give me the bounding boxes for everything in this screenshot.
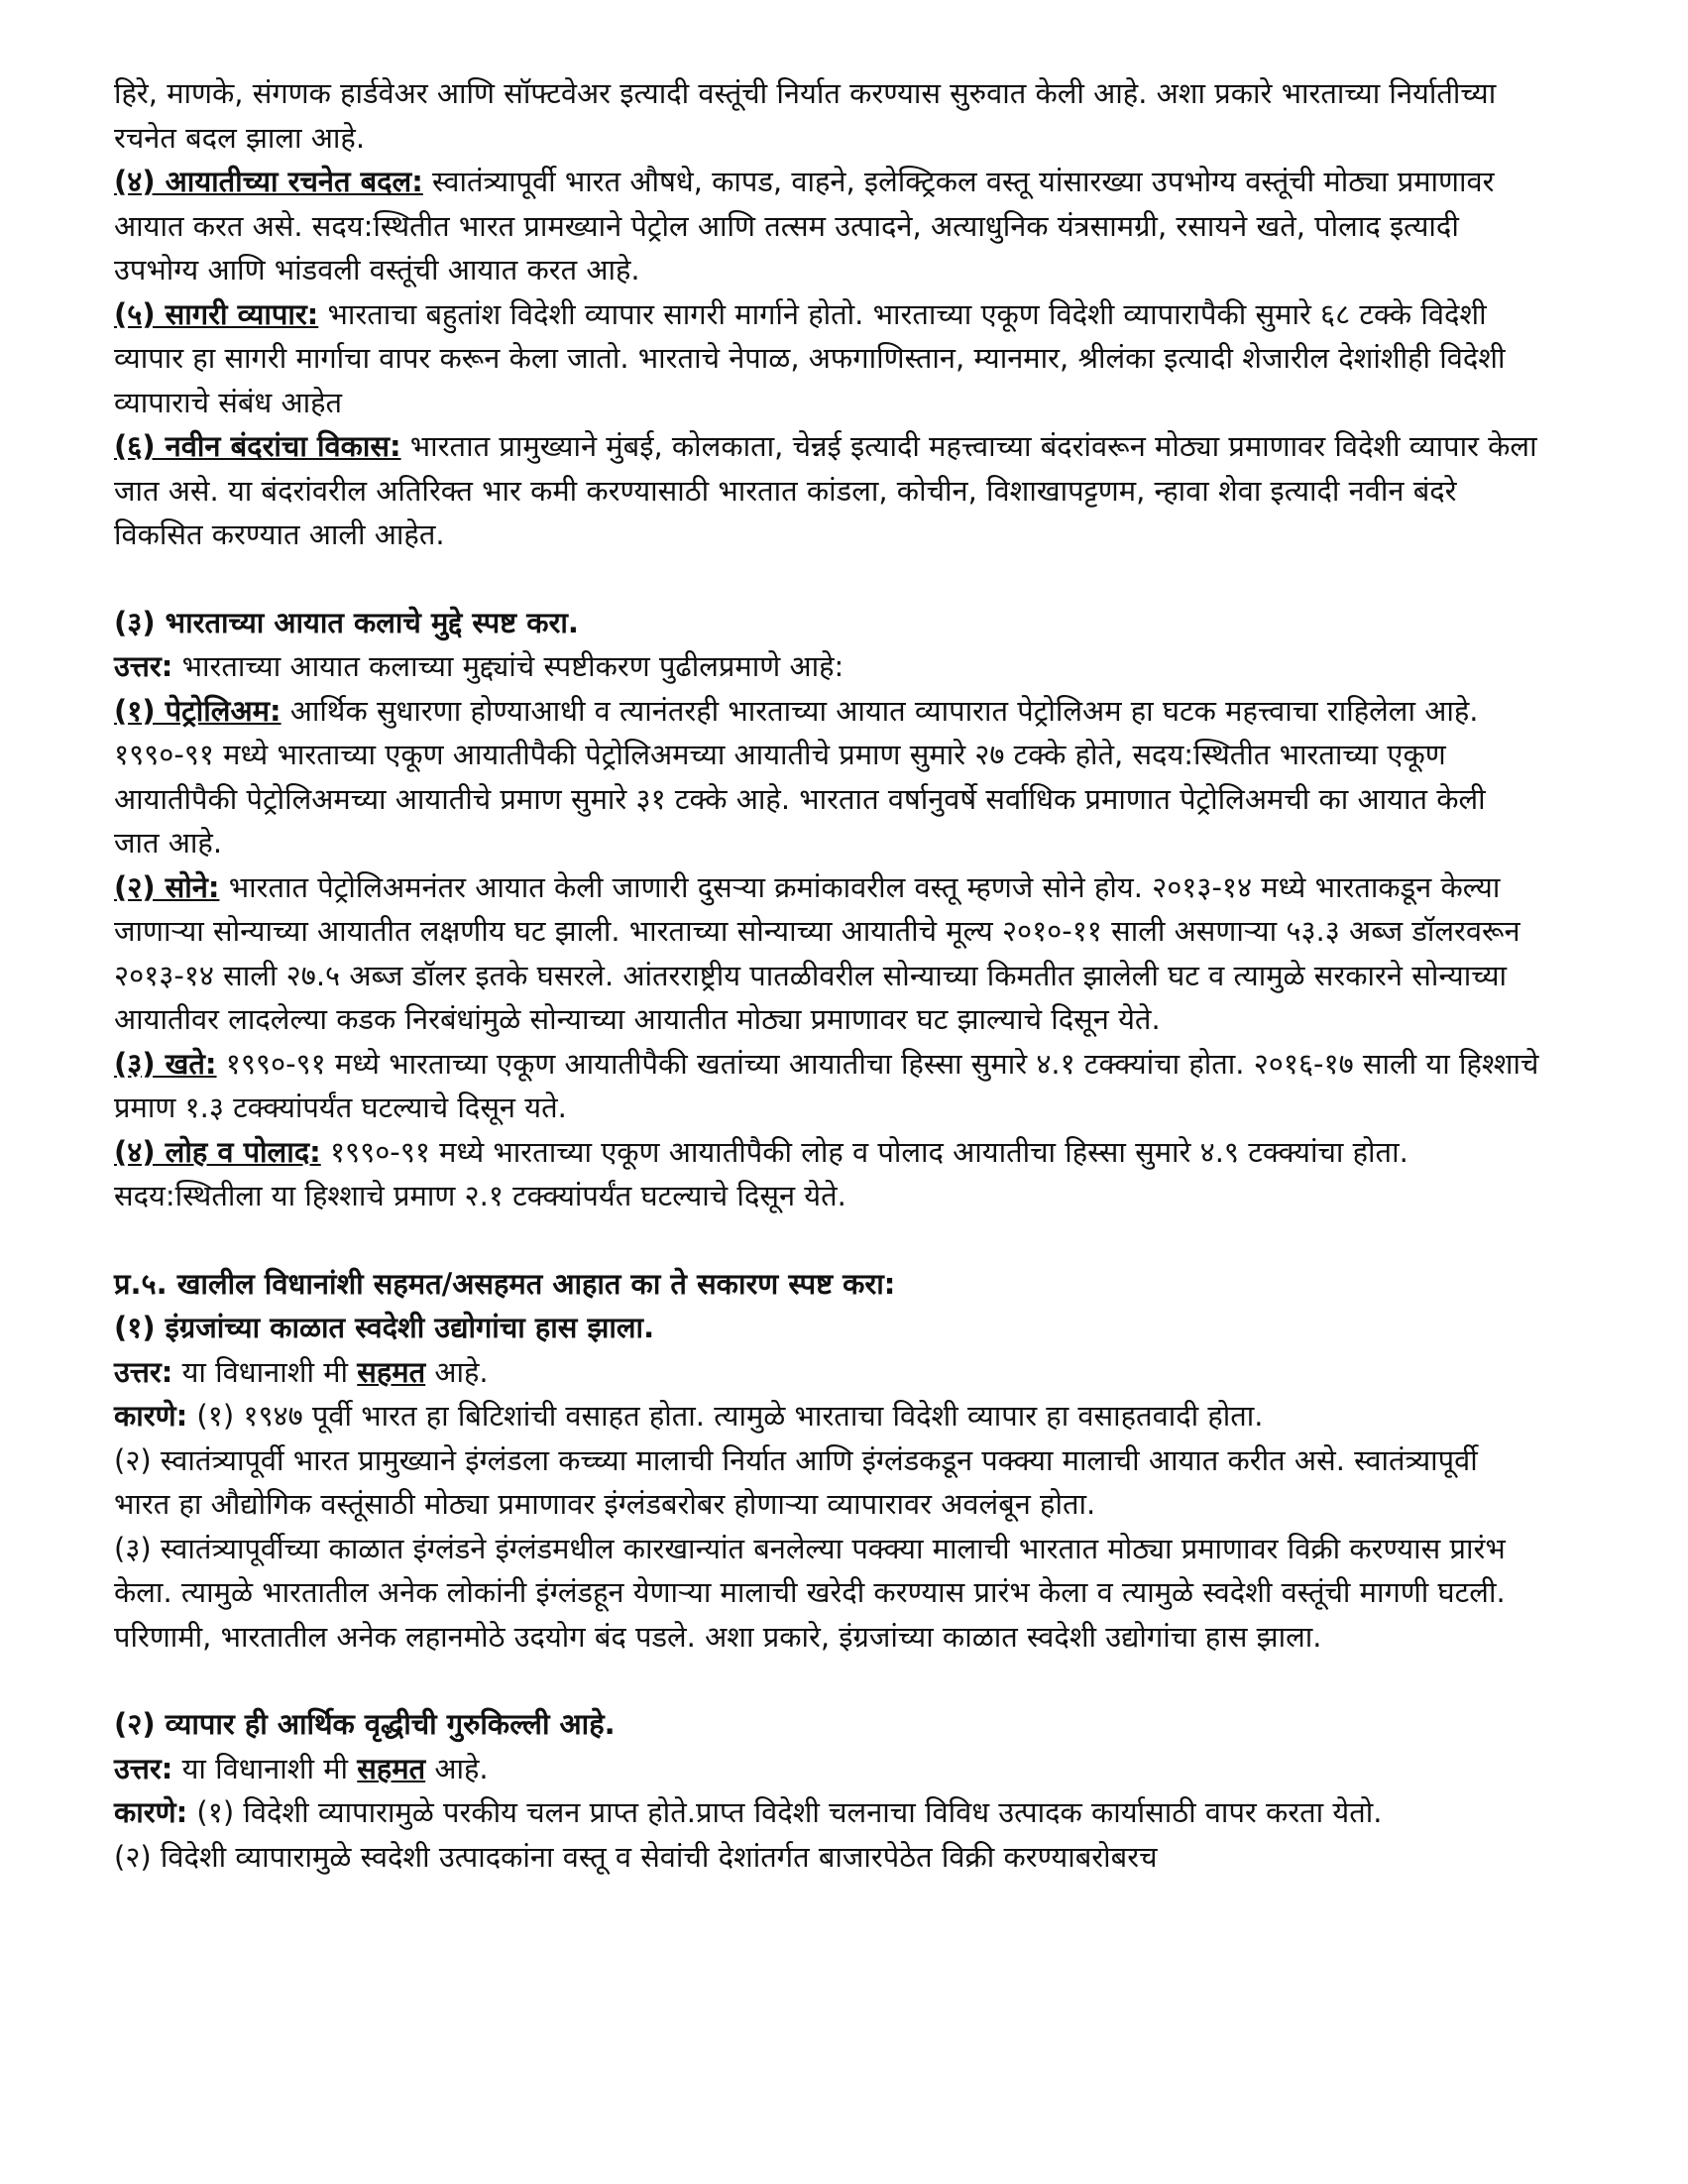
answer-text: आहे.	[425, 1751, 489, 1785]
point-fertilizers	[114, 1042, 1539, 1130]
point-new-ports	[114, 424, 1539, 557]
point-text: भारताचा बहुतांश विदेशी व्यापार सागरी मार्गाने होतो. भारताच्या एकूण विदेशी व्यापारापैकी सुमारे ६८ टक्के विदेशी व्यापार हा सागरी मार्गाचा वापर करून केला जातो. भारताचे नेपाळ, अफगाणिस्तान, म्यानमार, श्रीलंका इत्यादी शेजारील देशांशीही विदेशी व्यापाराचे संबंध आहेत	[114, 296, 1506, 419]
point-label: (५) सागरी व्यापार:	[114, 296, 319, 331]
answer-text: आहे.	[425, 1354, 489, 1389]
reason-text: (१) १९४७ पूर्वी भारत हा बिटिशांची वसाहत होता. त्यामुळे भारताचा विदेशी व्यापार हा वसाहतवादी होता.	[187, 1399, 1264, 1433]
point-label: (४) लोह व पोलाद:	[114, 1134, 321, 1169]
point-text: स्वातंत्र्यापूर्वी भारत औषधे, कापड, वाहने, इलेक्ट्रिकल वस्तू यांसारख्या उपभोग्य वस्तूंची मोठ्या प्रमाणावर आयात करत असे. सदय:स्थितीत भारत प्रामख्याने पेट्रोल आणि तत्सम उत्पादने, अत्याधुनिक यंत्रसामग्री, रसायने खते, पोलाद इत्यादी उपभोग्य आणि भांडवली वस्तूंची आयात करत आहे.	[114, 165, 1495, 287]
answer-line	[114, 1350, 1539, 1395]
point-text: १९९०-९१ मध्ये भारताच्या एकूण आयातीपैकी लोह व पोलाद आयातीचा हिस्सा सुमारे ४.९ टक्क्यांचा होता. सदय:स्थितीला या हिश्शाचे प्रमाण २.१ टक्क्यांपर्यंत घटल्याचे दिसून येते.	[114, 1134, 1408, 1212]
point-petroleum	[114, 689, 1539, 865]
answer-keyword: सहमत	[357, 1354, 426, 1389]
intro-continuation: हिरे, माणके, संगणक हार्डवेअर आणि सॉफ्टवेअर इत्यादी वस्तूंची निर्यात करण्यास सुरुवात केली आहे. अशा प्रकारे भारताच्या निर्यातीच्या रचनेत बदल झाला आहे.	[114, 76, 1497, 155]
point-import-composition	[114, 160, 1539, 292]
answer-text: या विधानाशी मी	[172, 1751, 358, 1785]
answer-label: उत्तर:	[114, 649, 173, 683]
answer-text: या विधानाशी मी	[172, 1354, 358, 1389]
reason-line: (२) विदेशी व्यापारामुळे स्वदेशी उत्पादकांना वस्तू व सेवांची देशांतर्गत बाजारपेठेत विक्री करण्याबरोबरच	[114, 1839, 1158, 1874]
question-heading: (३) भारताच्या आयात कलाचे मुद्दे स्पष्ट करा.	[114, 605, 579, 639]
point-text: १९९०-९१ मध्ये भारताच्या एकूण आयातीपैकी खतांच्या आयातीचा हिस्सा सुमारे ४.१ टक्क्यांचा होता. २०१६-१७ साली या हिश्शाचे प्रमाण १.३ टक्क्यांपर्यंत घटल्याचे दिसून यते.	[114, 1046, 1539, 1124]
answer-label: उत्तर:	[114, 1751, 173, 1785]
reason-line	[114, 1394, 1539, 1438]
answer-line	[114, 1747, 1539, 1791]
statement-heading: (१) इंग्रजांच्या काळात स्वदेशी उद्योगांचा हास झाला.	[114, 1311, 655, 1344]
answer-line	[114, 644, 1539, 689]
reason-line: (२) स्वातंत्र्यापूर्वी भारत प्रामुख्याने इंग्लंडला कच्च्या मालाची निर्यात आणि इंग्लंडकडून पक्क्या मालाची आयात करीत असे. स्वातंत्र्यापूर्वी भारत हा औद्योगिक वस्तूंसाठी मोठ्या प्रमाणावर इंग्लंडबरोबर होणाऱ्या व्यापारावर अवलंबून होता.	[114, 1442, 1478, 1521]
reason-line: (३) स्वातंत्र्यापूर्वीच्या काळात इंग्लंडने इंग्लंडमधील कारखान्यांत बनलेल्या पक्क्या मालाची भारतात मोठ्या प्रमाणावर विक्री करण्यास प्रारंभ केला. त्यामुळे भारतातील अनेक लोकांनी इंग्लंडहून येणाऱ्या मालाची खरेदी करण्यास प्रारंभ केला व त्यामुळे स्वदेशी वस्तूंची मागणी घटली. परिणामी, भारतातील अनेक लहानमोठे उदयोग बंद पडले. अशा प्रकारे, इंग्रजांच्या काळात स्वदेशी उद्योगांचा हास झाला.	[114, 1531, 1506, 1654]
reasons-label: कारणे:	[114, 1795, 188, 1829]
answer-text: भारताच्या आयात कलाच्या मुद्द्यांचे स्पष्टीकरण पुढीलप्रमाणे आहे:	[172, 649, 844, 683]
point-label: (१) पेट्रोलिअम:	[114, 693, 281, 728]
section-heading: प्र.५. खालील विधानांशी सहमत/असहमत आहात का ते सकारण स्पष्ट करा:	[114, 1266, 896, 1301]
point-sea-trade	[114, 292, 1539, 425]
point-text: भारतात पेट्रोलिअमनंतर आयात केली जाणारी दुसऱ्या क्रमांकावरील वस्तू म्हणजे सोने होय. २०१३-१४ मध्ये भारताकडून केल्या जाणाऱ्या सोन्याच्या आयातीत लक्षणीय घट झाली. भारताच्या सोन्याच्या आयातीचे मूल्य २०१०-११ साली असणाऱ्या ५३.३ अब्ज डॉलरवरून २०१३-१४ साली २७.५ अब्ज डॉलर इतके घसरले. आंतरराष्ट्रीय पातळीवरील सोन्याच्या किमतीत झालेली घट व त्यामुळे सरकारने सोन्याच्या आयातीवर लादलेल्या कडक निरबंधांमुळे सोन्याच्या आयातीत मोठ्या प्रमाणावर घट झाल्याचे दिसून येते.	[114, 869, 1520, 1036]
statement-heading: (२) व्यापार ही आर्थिक वृद्धीची गुरुकिल्ली आहे.	[114, 1707, 616, 1741]
reason-text: (१) विदेशी व्यापारामुळे परकीय चलन प्राप्त होते.प्राप्त विदेशी चलनाचा विविध उत्पादक कार्यासाठी वापर करता येतो.	[187, 1795, 1383, 1829]
point-label: (६) नवीन बंदरांचा विकास:	[114, 429, 401, 463]
point-iron-steel	[114, 1130, 1539, 1218]
point-label: (३) खते:	[114, 1046, 217, 1081]
spacer	[114, 557, 1539, 601]
point-gold	[114, 865, 1539, 1042]
spacer	[114, 1659, 1539, 1702]
spacer	[114, 1218, 1539, 1262]
answer-label: उत्तर:	[114, 1354, 173, 1389]
point-label: (४) आयातीच्या रचनेत बदल:	[114, 165, 423, 198]
point-text: आर्थिक सुधारणा होण्याआधी व त्यानंतरही भारताच्या आयात व्यापारात पेट्रोलिअम हा घटक महत्त्वाचा राहिलेला आहे. १९९०-९१ मध्ये भारताच्या एकूण आयातीपैकी पेट्रोलिअमच्या आयातीचे प्रमाण सुमारे २७ टक्के होते, सदय:स्थितीत भारताच्या एकूण आयातीपैकी पेट्रोलिअमच्या आयातीचे प्रमाण सुमारे ३१ टक्के आहे. भारतात वर्षानुवर्षे सर्वाधिक प्रमाणात पेट्रोलिअमची का आयात केली जात आहे.	[114, 693, 1486, 860]
reasons-label: कारणे:	[114, 1399, 188, 1433]
reason-line	[114, 1790, 1539, 1835]
point-text: भारतात प्रामुख्याने मुंबई, कोलकाता, चेन्नई इत्यादी महत्त्वाच्या बंदरांवरून मोठ्या प्रमाणावर विदेशी व्यापार केला जात असे. या बंदरांवरील अतिरिक्त भार कमी करण्यासाठी भारतात कांडला, कोचीन, विशाखापट्टणम, न्हावा शेवा इत्यादी नवीन बंदरे विकसित करण्यात आली आहेत.	[114, 429, 1537, 551]
point-label: (२) सोने:	[114, 869, 220, 904]
answer-keyword: सहमत	[357, 1751, 426, 1785]
